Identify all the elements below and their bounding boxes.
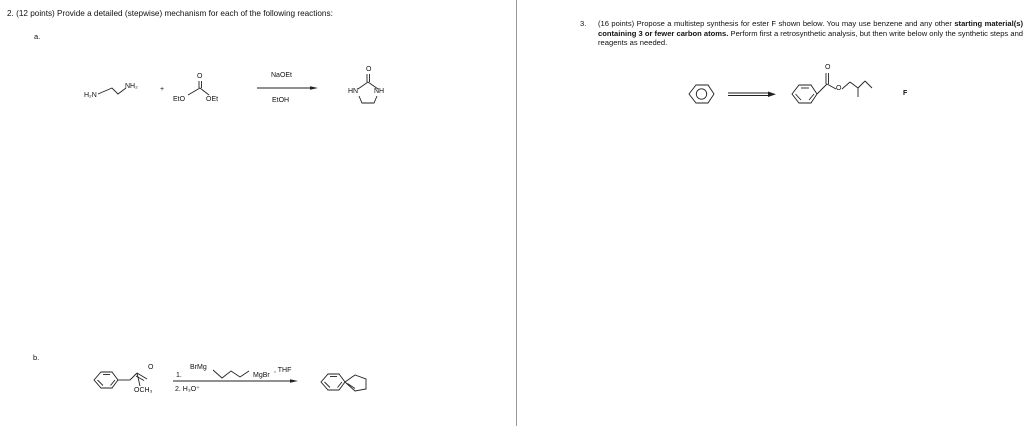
product-f-ester-o: O: [836, 85, 842, 92]
diamine-right-nh2: NH₂: [125, 83, 138, 90]
carbonate-eto: EtO: [173, 96, 186, 103]
imidazolidinone-skeleton: [358, 74, 378, 103]
plus-sign: +: [160, 86, 165, 93]
reaction-arrow-a: [257, 86, 318, 90]
q3-text-bold: starting material(s) containing 3 or fewer carbon atoms.: [598, 19, 1023, 38]
diamine-left-nh2: H₂N: [84, 92, 97, 99]
urea-carbonyl-o: O: [366, 66, 372, 73]
bis-grignard-chain: [213, 370, 249, 378]
q3-number: 3.: [580, 19, 587, 28]
grignard-right-mgbr: MgBr: [253, 372, 270, 379]
carbonate-oet: OEt: [206, 96, 219, 103]
step2-h3o: 2. H₃O⁺: [175, 386, 200, 393]
ethylenediamine-skeleton: [98, 88, 126, 94]
step1-number: 1.: [176, 372, 182, 379]
reaction-arrow-b: [173, 379, 298, 383]
ester-carbonyl-o: O: [148, 364, 154, 371]
benzene-starting-material: [689, 85, 714, 103]
reagent-etoh: EtOH: [272, 97, 290, 104]
methyl-benzoate-skeleton: [94, 372, 147, 388]
carbonate-carbonyl-o: O: [197, 73, 203, 80]
grignard-left-brmg: BrMg: [190, 364, 207, 371]
q3-text-pre: (16 points) Propose a multistep synthesis for ester F shown below. You may use benzene and any other: [598, 19, 952, 28]
question-2-header: 2. (12 points) Provide a detailed (stepwise) mechanism for each of the following reactions:: [7, 9, 333, 18]
product-f-carbonyl-o: O: [825, 64, 831, 71]
diethyl-carbonate-skeleton: [188, 81, 209, 95]
part-b-label: b.: [33, 353, 40, 362]
part-a-label: a.: [34, 32, 41, 41]
multistep-arrow: [728, 92, 776, 98]
q3-text-post: Perform first a retrosynthetic analysis, but then write below only the synthetic steps and reagents as needed.: [598, 28, 1024, 48]
ester-och3: OCH₃: [134, 387, 153, 394]
phenylcyclopentene-skeleton: [321, 374, 366, 391]
solvent-thf: , THF: [274, 367, 292, 374]
product-f-label: F: [903, 90, 908, 97]
urea-nh: NH: [374, 88, 385, 95]
reagent-naoet: NaOEt: [271, 72, 293, 79]
ester-f-skeleton: [792, 73, 872, 103]
urea-hn: HN: [348, 88, 359, 95]
